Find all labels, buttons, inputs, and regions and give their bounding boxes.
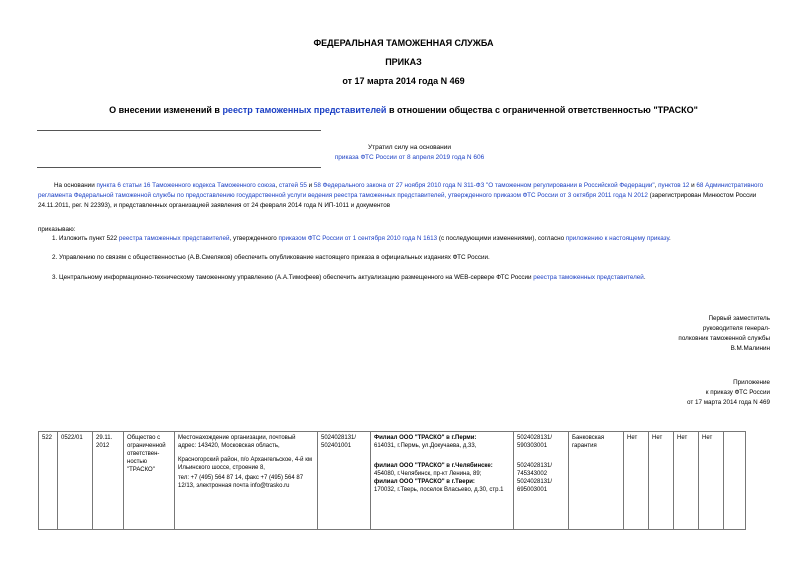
- link-federal-law[interactable]: 58 Федерального закона от 27 ноября 2010 года N 311-ФЗ "О таможенном регулировании в Российской Федерации": [313, 182, 655, 189]
- signature-name: В.М.Малинин: [730, 345, 770, 352]
- branch-inn: 5024028131/ 695003001: [517, 479, 553, 493]
- signature-line: Первый заместитель: [708, 315, 770, 322]
- branch-address: 614031, г.Пермь, ул.Докучаева, д.33,: [374, 443, 477, 449]
- link-appendix[interactable]: приложению к настоящему приказу: [565, 235, 670, 242]
- cell-org: Общество с ограниченной ответствен-ностью "ТРАСКО": [124, 432, 175, 530]
- lost-force-link[interactable]: приказа ФТС России от 8 апреля 2019 года N 606: [334, 154, 485, 161]
- link-regulation[interactable]: 68 Административного регламента Федеральной таможенной службы по предоставлению государственной услуги ведения реестра таможенных представителей, утвержденного приказом ФТС России от 3 октября 2011 года N 2012: [38, 182, 764, 199]
- item-text: , утвержденного: [229, 235, 279, 242]
- branch-name: филиал ООО "ТРАСКО" в г.Твери:: [374, 479, 475, 485]
- cell-guarantee: Банковская гарантия: [569, 432, 624, 530]
- divider-bottom: [37, 167, 321, 168]
- item-text: .: [643, 274, 646, 281]
- appendix-line: к приказу ФТС России: [705, 389, 770, 396]
- link-customs-code[interactable]: пункта 6 статьи 16 Таможенного кодекса Таможенного союза: [96, 182, 276, 189]
- item-1: [52, 234, 772, 244]
- link-point-12[interactable]: пунктов 12: [658, 182, 690, 189]
- address-contacts: тел: +7 (495) 564 87 14, факс +7 (495) 564 87 12/13, электронная почта info@trasko.ru: [178, 475, 304, 489]
- cell-branch-inn: [514, 432, 569, 530]
- subject-before: О внесении изменений в: [109, 105, 223, 115]
- link-registry-3[interactable]: реестра таможенных представителей: [533, 274, 644, 281]
- preamble-text: и: [306, 182, 314, 189]
- branch-name: Филиал ООО "ТРАСКО" в г.Перми:: [374, 435, 477, 441]
- branch-address: 454080, г.Челябинск, пр-кт Ленина, 89;: [374, 471, 482, 477]
- cell-empty: [724, 432, 746, 530]
- item-3: [52, 273, 772, 283]
- preamble-text: (зарегистрирован Минюстом России 24.11.2011, рег. N 22393), и представленных организацией заявления от 24 февраля 2014 года N ИП-1011 и документов: [38, 192, 757, 209]
- link-order-1613[interactable]: приказом ФТС России от 1 сентября 2010 года N 1613: [278, 235, 438, 242]
- cell-flag: Нет: [674, 432, 699, 530]
- cell-flag: Нет: [699, 432, 724, 530]
- item-text: 1. Изложить пункт 522: [52, 235, 119, 242]
- appendix-block: [687, 378, 770, 408]
- signature-line: руководителя генерал-: [702, 325, 770, 332]
- preamble: [38, 181, 766, 211]
- divider-top: [37, 130, 321, 131]
- subject-registry-link[interactable]: реестр таможенных представителей: [222, 105, 387, 115]
- item-text: .: [669, 235, 671, 242]
- cell-branches: [371, 432, 514, 530]
- doc-date: от 17 марта 2014 года N 469: [342, 76, 465, 86]
- agency-title: ФЕДЕРАЛЬНАЯ ТАМОЖЕННАЯ СЛУЖБА: [313, 38, 494, 48]
- item-2: 2. Управлению по связям с общественностью (А.В.Смеляков) обеспечить опубликование настоящего приказа в официальных изданиях ФТС России.: [52, 254, 490, 261]
- order-word: приказываю:: [38, 226, 76, 233]
- subject-after: в отношении общества с ограниченной ответственностью "ТРАСКО": [386, 105, 698, 115]
- item-text: (с последующими изменениями), согласно: [437, 235, 566, 242]
- address-line: Красногорский район, п/о Архангельское, 4-й км Ильинского шоссе, строение 8,: [178, 457, 312, 471]
- lost-force-note: [0, 143, 807, 163]
- item-text: 3. Центральному информационно-техническому таможенному управлению (А.А.Тимофеев) обеспечить актуализацию размещенного на WEB-сервере ФТС России: [52, 274, 534, 281]
- cell-flag: Нет: [624, 432, 649, 530]
- subject-line: [0, 105, 807, 115]
- preamble-text: На основании: [54, 182, 97, 189]
- appendix-line: Приложение: [733, 379, 770, 386]
- preamble-text: ,: [654, 182, 659, 189]
- branch-address: 170032, г.Тверь, поселок Власьево, д.30, стр.1: [374, 487, 504, 493]
- cell-num: 522: [39, 432, 58, 530]
- link-registry-1[interactable]: реестра таможенных представителей: [118, 235, 230, 242]
- doc-type: ПРИКАЗ: [385, 57, 422, 67]
- lost-force-text: Утратил силу на основании: [367, 144, 452, 151]
- link-article-55[interactable]: статей 55: [278, 182, 307, 189]
- cell-address: [175, 432, 318, 530]
- signature-line: полковник таможенной службы: [678, 335, 770, 342]
- preamble-text: и: [689, 182, 697, 189]
- preamble-text: ,: [275, 182, 279, 189]
- cell-inn: 5024028131/ 502401001: [318, 432, 371, 530]
- branch-name: филиал ООО "ТРАСКО" в г.Челябинске:: [374, 463, 493, 469]
- cell-flag: Нет: [649, 432, 674, 530]
- branch-inn: 5024028131/ 590303001: [517, 435, 553, 449]
- table-row: [39, 432, 746, 530]
- appendix-line: от 17 марта 2014 года N 469: [686, 399, 770, 406]
- registry-table: [38, 431, 746, 530]
- cell-reg-no: 0522/01: [58, 432, 93, 530]
- branch-inn: 5024028131/ 745343002: [517, 463, 553, 477]
- address-line: Местонахождение организации, почтовый адрес: 143420, Московская область,: [178, 435, 296, 449]
- signature-block: [678, 314, 770, 354]
- cell-date: 29.11. 2012: [93, 432, 124, 530]
